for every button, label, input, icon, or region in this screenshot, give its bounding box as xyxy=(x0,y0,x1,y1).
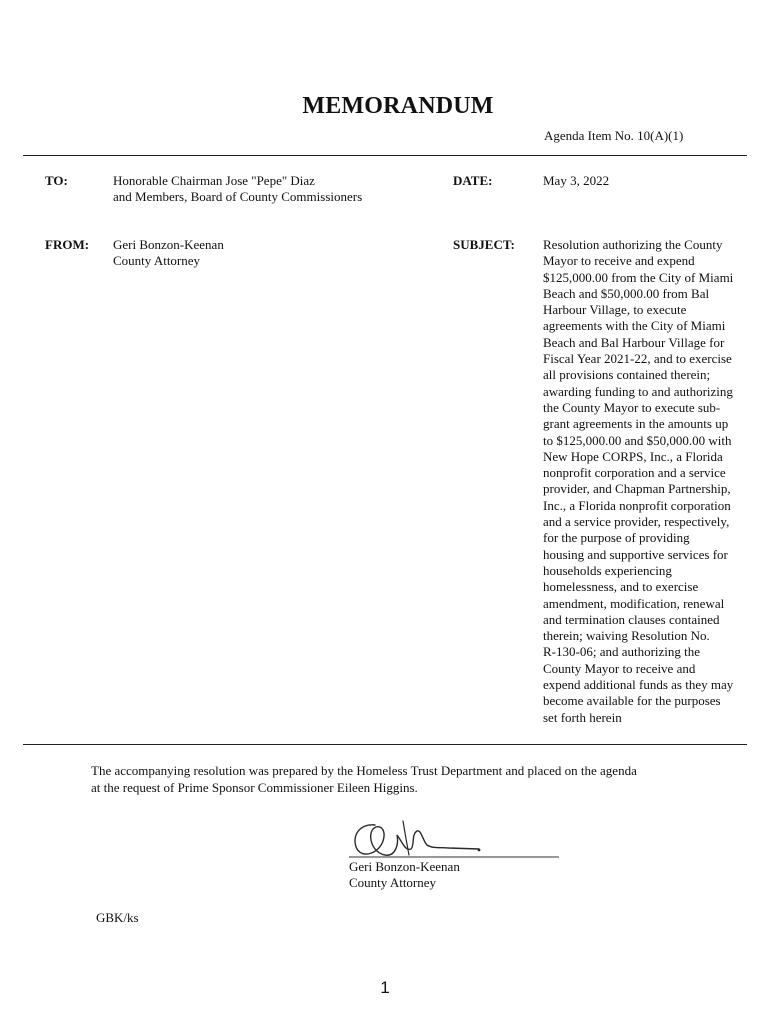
subject-line: $125,000.00 from the City of Miami xyxy=(543,269,734,285)
agenda-item-number: Agenda Item No. 10(A)(1) xyxy=(544,128,684,143)
subject-line: housing and supportive services for xyxy=(543,546,728,562)
subject-line: set forth herein xyxy=(543,709,622,725)
from-sender xyxy=(113,237,413,270)
subject-line: homelessness, and to exercise xyxy=(543,579,699,595)
subject-line: Inc., a Florida nonprofit corporation xyxy=(543,497,731,513)
handwritten-signature xyxy=(345,815,565,865)
subject-line: for the purpose of providing xyxy=(543,530,690,546)
subject-line: amendment, modification, renewal xyxy=(543,595,725,611)
subject-line: Beach and $50,000.00 from Bal xyxy=(543,285,710,301)
subject-line: Resolution authorizing the County xyxy=(543,237,723,252)
signature-block xyxy=(349,859,460,891)
subject-line: awarding funding to and authorizing xyxy=(543,383,733,399)
subject-line: Mayor to receive and expend xyxy=(543,253,695,269)
subject-label: SUBJECT: xyxy=(453,237,515,252)
from-line: Geri Bonzon-Keenan xyxy=(113,237,224,252)
subject-line: agreements with the City of Miami xyxy=(543,318,726,334)
from-line: County Attorney xyxy=(113,253,201,269)
header-bottom-divider xyxy=(23,744,747,745)
subject-text xyxy=(543,237,755,726)
to-line: Honorable Chairman Jose "Pepe" Diaz xyxy=(113,173,315,188)
subject-line: therein; waiving Resolution No. xyxy=(543,628,710,644)
subject-line: nonprofit corporation and a service xyxy=(543,465,726,481)
subject-line: and a service provider, respectively, xyxy=(543,514,730,530)
subject-line: the County Mayor to execute sub- xyxy=(543,399,721,415)
subject-line: provider, and Chapman Partnership, xyxy=(543,481,731,497)
body-line: at the request of Prime Sponsor Commissioner Eileen Higgins. xyxy=(91,780,418,795)
subject-line: all provisions contained therein; xyxy=(543,367,711,383)
subject-line: New Hope CORPS, Inc., a Florida xyxy=(543,448,723,464)
subject-line: Beach and Bal Harbour Village for xyxy=(543,334,725,350)
page-number: 1 xyxy=(380,978,390,997)
header-top-divider xyxy=(23,155,747,156)
subject-line: households experiencing xyxy=(543,562,672,578)
subject-line: grant agreements in the amounts up xyxy=(543,416,729,432)
from-label: FROM: xyxy=(45,237,90,252)
date-label: DATE: xyxy=(453,173,493,188)
to-line: and Members, Board of County Commissioners xyxy=(113,189,363,205)
memo-body xyxy=(91,762,711,796)
subject-line: County Mayor to receive and xyxy=(543,660,696,676)
subject-line: Harbour Village, to execute xyxy=(543,302,687,318)
subject-line: expend additional funds as they may xyxy=(543,677,734,693)
signer-name: Geri Bonzon-Keenan xyxy=(349,859,460,874)
date-value: May 3, 2022 xyxy=(543,173,610,188)
typist-initials: GBK/ks xyxy=(96,910,139,925)
subject-line: to $125,000.00 and $50,000.00 with xyxy=(543,432,732,448)
subject-line: and termination clauses contained xyxy=(543,611,720,627)
to-recipients xyxy=(113,173,413,206)
subject-line: Fiscal Year 2021-22, and to exercise xyxy=(543,351,732,367)
signer-title: County Attorney xyxy=(349,875,437,890)
memo-title: MEMORANDUM xyxy=(302,93,494,119)
subject-line: R-130-06; and authorizing the xyxy=(543,644,701,660)
to-label: TO: xyxy=(45,173,68,188)
subject-line: become available for the purposes xyxy=(543,693,721,709)
body-line: The accompanying resolution was prepared by the Homeless Trust Department and placed on the agenda xyxy=(91,763,637,778)
